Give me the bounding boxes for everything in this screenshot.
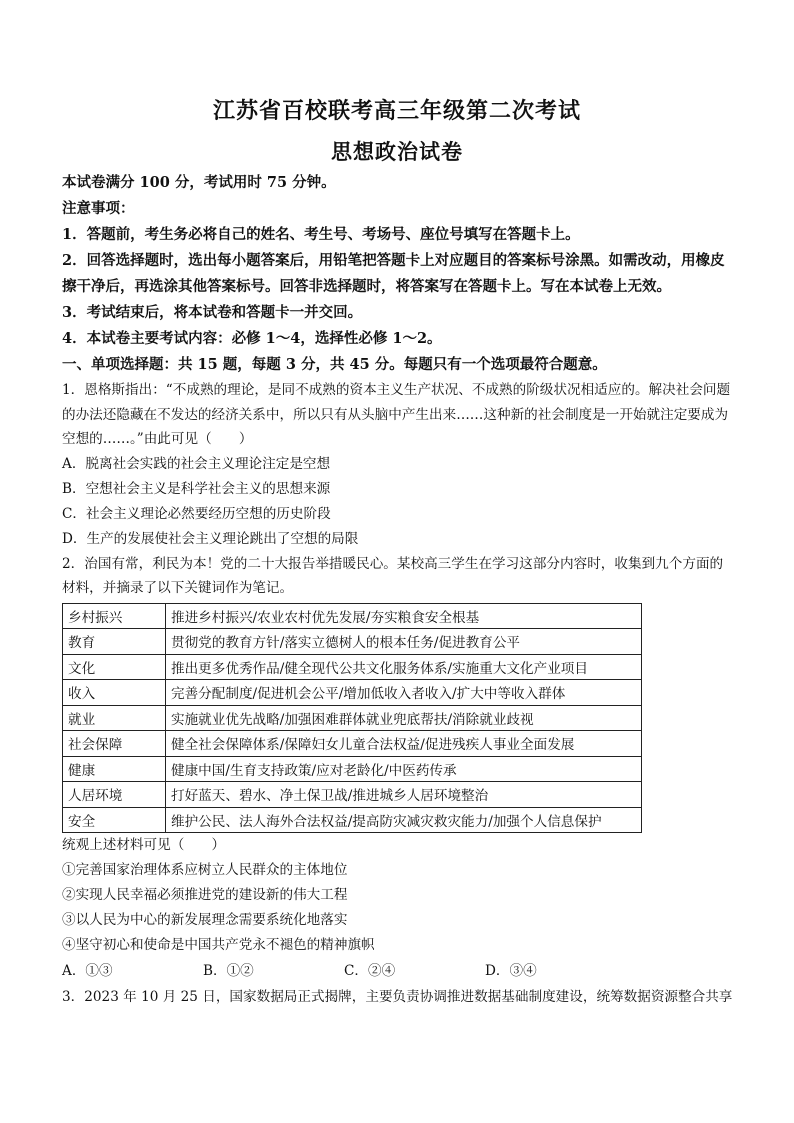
table-cell-topic: 健康 bbox=[63, 756, 166, 782]
table-cell-topic: 就业 bbox=[63, 705, 166, 731]
answer-option: C．②④ bbox=[344, 962, 396, 979]
table-cell-topic: 收入 bbox=[63, 680, 166, 706]
table-row bbox=[63, 756, 642, 782]
question-2-statement: ①完善国家治理体系应树立人民群众的主体地位 bbox=[62, 861, 348, 878]
table-cell-keywords: 推进乡村振兴/农业农村优先发展/夯实粮食安全根基 bbox=[166, 603, 642, 629]
notice-item: 1．答题前，考生务必将自己的姓名、考生号、考场号、座位号填写在答题卡上。 bbox=[62, 226, 580, 243]
table-cell-keywords: 维护公民、法人海外合法权益/提高防灾减灾救灾能力/加强个人信息保护 bbox=[166, 807, 642, 833]
table-row bbox=[63, 807, 642, 833]
answer-option: A．①③ bbox=[62, 962, 113, 979]
answer-option: D．③④ bbox=[485, 962, 537, 979]
table-row bbox=[63, 705, 642, 731]
table-row bbox=[63, 782, 642, 808]
table-cell-topic: 文化 bbox=[63, 654, 166, 680]
question-2-statement: ②实现人民幸福必须推进党的建设新的伟大工程 bbox=[62, 886, 348, 903]
table-cell-topic: 安全 bbox=[63, 807, 166, 833]
table-cell-keywords: 实施就业优先战略/加强困难群体就业兜底帮扶/消除就业歧视 bbox=[166, 705, 642, 731]
exam-title: 江苏省百校联考高三年级第二次考试 bbox=[212, 98, 581, 124]
question-1-option: D．生产的发展使社会主义理论跳出了空想的局限 bbox=[62, 530, 359, 547]
question-2-follow: 统观上述材料可见（ ） bbox=[62, 837, 226, 853]
question-2-statement: ③以人民为中心的新发展理念需要系统化地落实 bbox=[62, 911, 348, 928]
table-cell-topic: 人居环境 bbox=[63, 782, 166, 808]
question-3-stem: 3．2023 年 10 月 25 日，国家数据局正式揭牌，主要负责协调推进数据基础制度建设，统筹数据资源整合共享 bbox=[62, 988, 733, 1005]
table-cell-keywords: 完善分配制度/促进机会公平/增加低收入者收入/扩大中等收入群体 bbox=[166, 680, 642, 706]
table-row bbox=[63, 629, 642, 655]
score-line: 本试卷满分 100 分，考试用时 75 分钟。 bbox=[62, 174, 336, 191]
table-cell-topic: 社会保障 bbox=[63, 731, 166, 757]
section-heading: 一、单项选择题：共 15 题，每题 3 分，共 45 分。每题只有一个选项最符合题意。 bbox=[62, 356, 607, 373]
question-2-stem: 2．治国有常，利民为本！党的二十大报告举措暖民心。某校高三学生在学习这部分内容时，收集到九个方面的材料，并摘录了以下关键词作为笔记。 bbox=[62, 555, 724, 596]
notice-item: 2．回答选择题时，选出每小题答案后，用铅笔把答题卡上对应题目的答案标号涂黑。如需改动，用橡皮擦干净后，再选涂其他答案标号。回答非选择题时，将答案写在答题卡上。写在本试卷上无效。 bbox=[62, 252, 725, 295]
table-cell-keywords: 推出更多优秀作品/健全现代公共文化服务体系/实施重大文化产业项目 bbox=[166, 654, 642, 680]
notice-item: 4．本试卷主要考试内容：必修 1～4，选择性必修 1～2。 bbox=[62, 330, 442, 347]
keyword-table bbox=[62, 603, 642, 834]
question-1-stem: 1．恩格斯指出：“不成熟的理论，是同不成熟的资本主义生产状况、不成熟的阶级状况相适应的。解决社会问题的办法还隐藏在不发达的经济关系中，所以只有从头脑中产生出来……这种新的社会制度是一开始就注定要成为空想的……。”由此可见（ ） bbox=[62, 382, 731, 447]
question-1-option: C．社会主义理论必然要经历空想的历史阶段 bbox=[62, 505, 331, 522]
table-cell-keywords: 健全社会保障体系/保障妇女儿童合法权益/促进残疾人事业全面发展 bbox=[166, 731, 642, 757]
table-row bbox=[63, 603, 642, 629]
notice-item: 3．考试结束后，将本试卷和答题卡一并交回。 bbox=[62, 304, 363, 321]
notice-heading: 注意事项： bbox=[62, 200, 135, 217]
question-2-statement: ④坚守初心和使命是中国共产党永不褪色的精神旗帜 bbox=[62, 936, 375, 953]
table-row bbox=[63, 680, 642, 706]
table-cell-topic: 乡村振兴 bbox=[63, 603, 166, 629]
question-2-answers bbox=[62, 958, 734, 985]
table-row bbox=[63, 654, 642, 680]
question-1-option: B．空想社会主义是科学社会主义的思想来源 bbox=[62, 480, 331, 497]
table-cell-topic: 教育 bbox=[63, 629, 166, 655]
exam-subtitle: 思想政治试卷 bbox=[331, 139, 463, 164]
table-cell-keywords: 健康中国/生育支持政策/应对老龄化/中医药传承 bbox=[166, 756, 642, 782]
table-cell-keywords: 打好蓝天、碧水、净土保卫战/推进城乡人居环境整治 bbox=[166, 782, 642, 808]
answer-option: B．①② bbox=[203, 962, 254, 979]
table-cell-keywords: 贯彻党的教育方针/落实立德树人的根本任务/促进教育公平 bbox=[166, 629, 642, 655]
question-1-option: A．脱离社会实践的社会主义理论注定是空想 bbox=[62, 455, 331, 472]
exam-content bbox=[62, 170, 734, 1009]
table-row bbox=[63, 731, 642, 757]
